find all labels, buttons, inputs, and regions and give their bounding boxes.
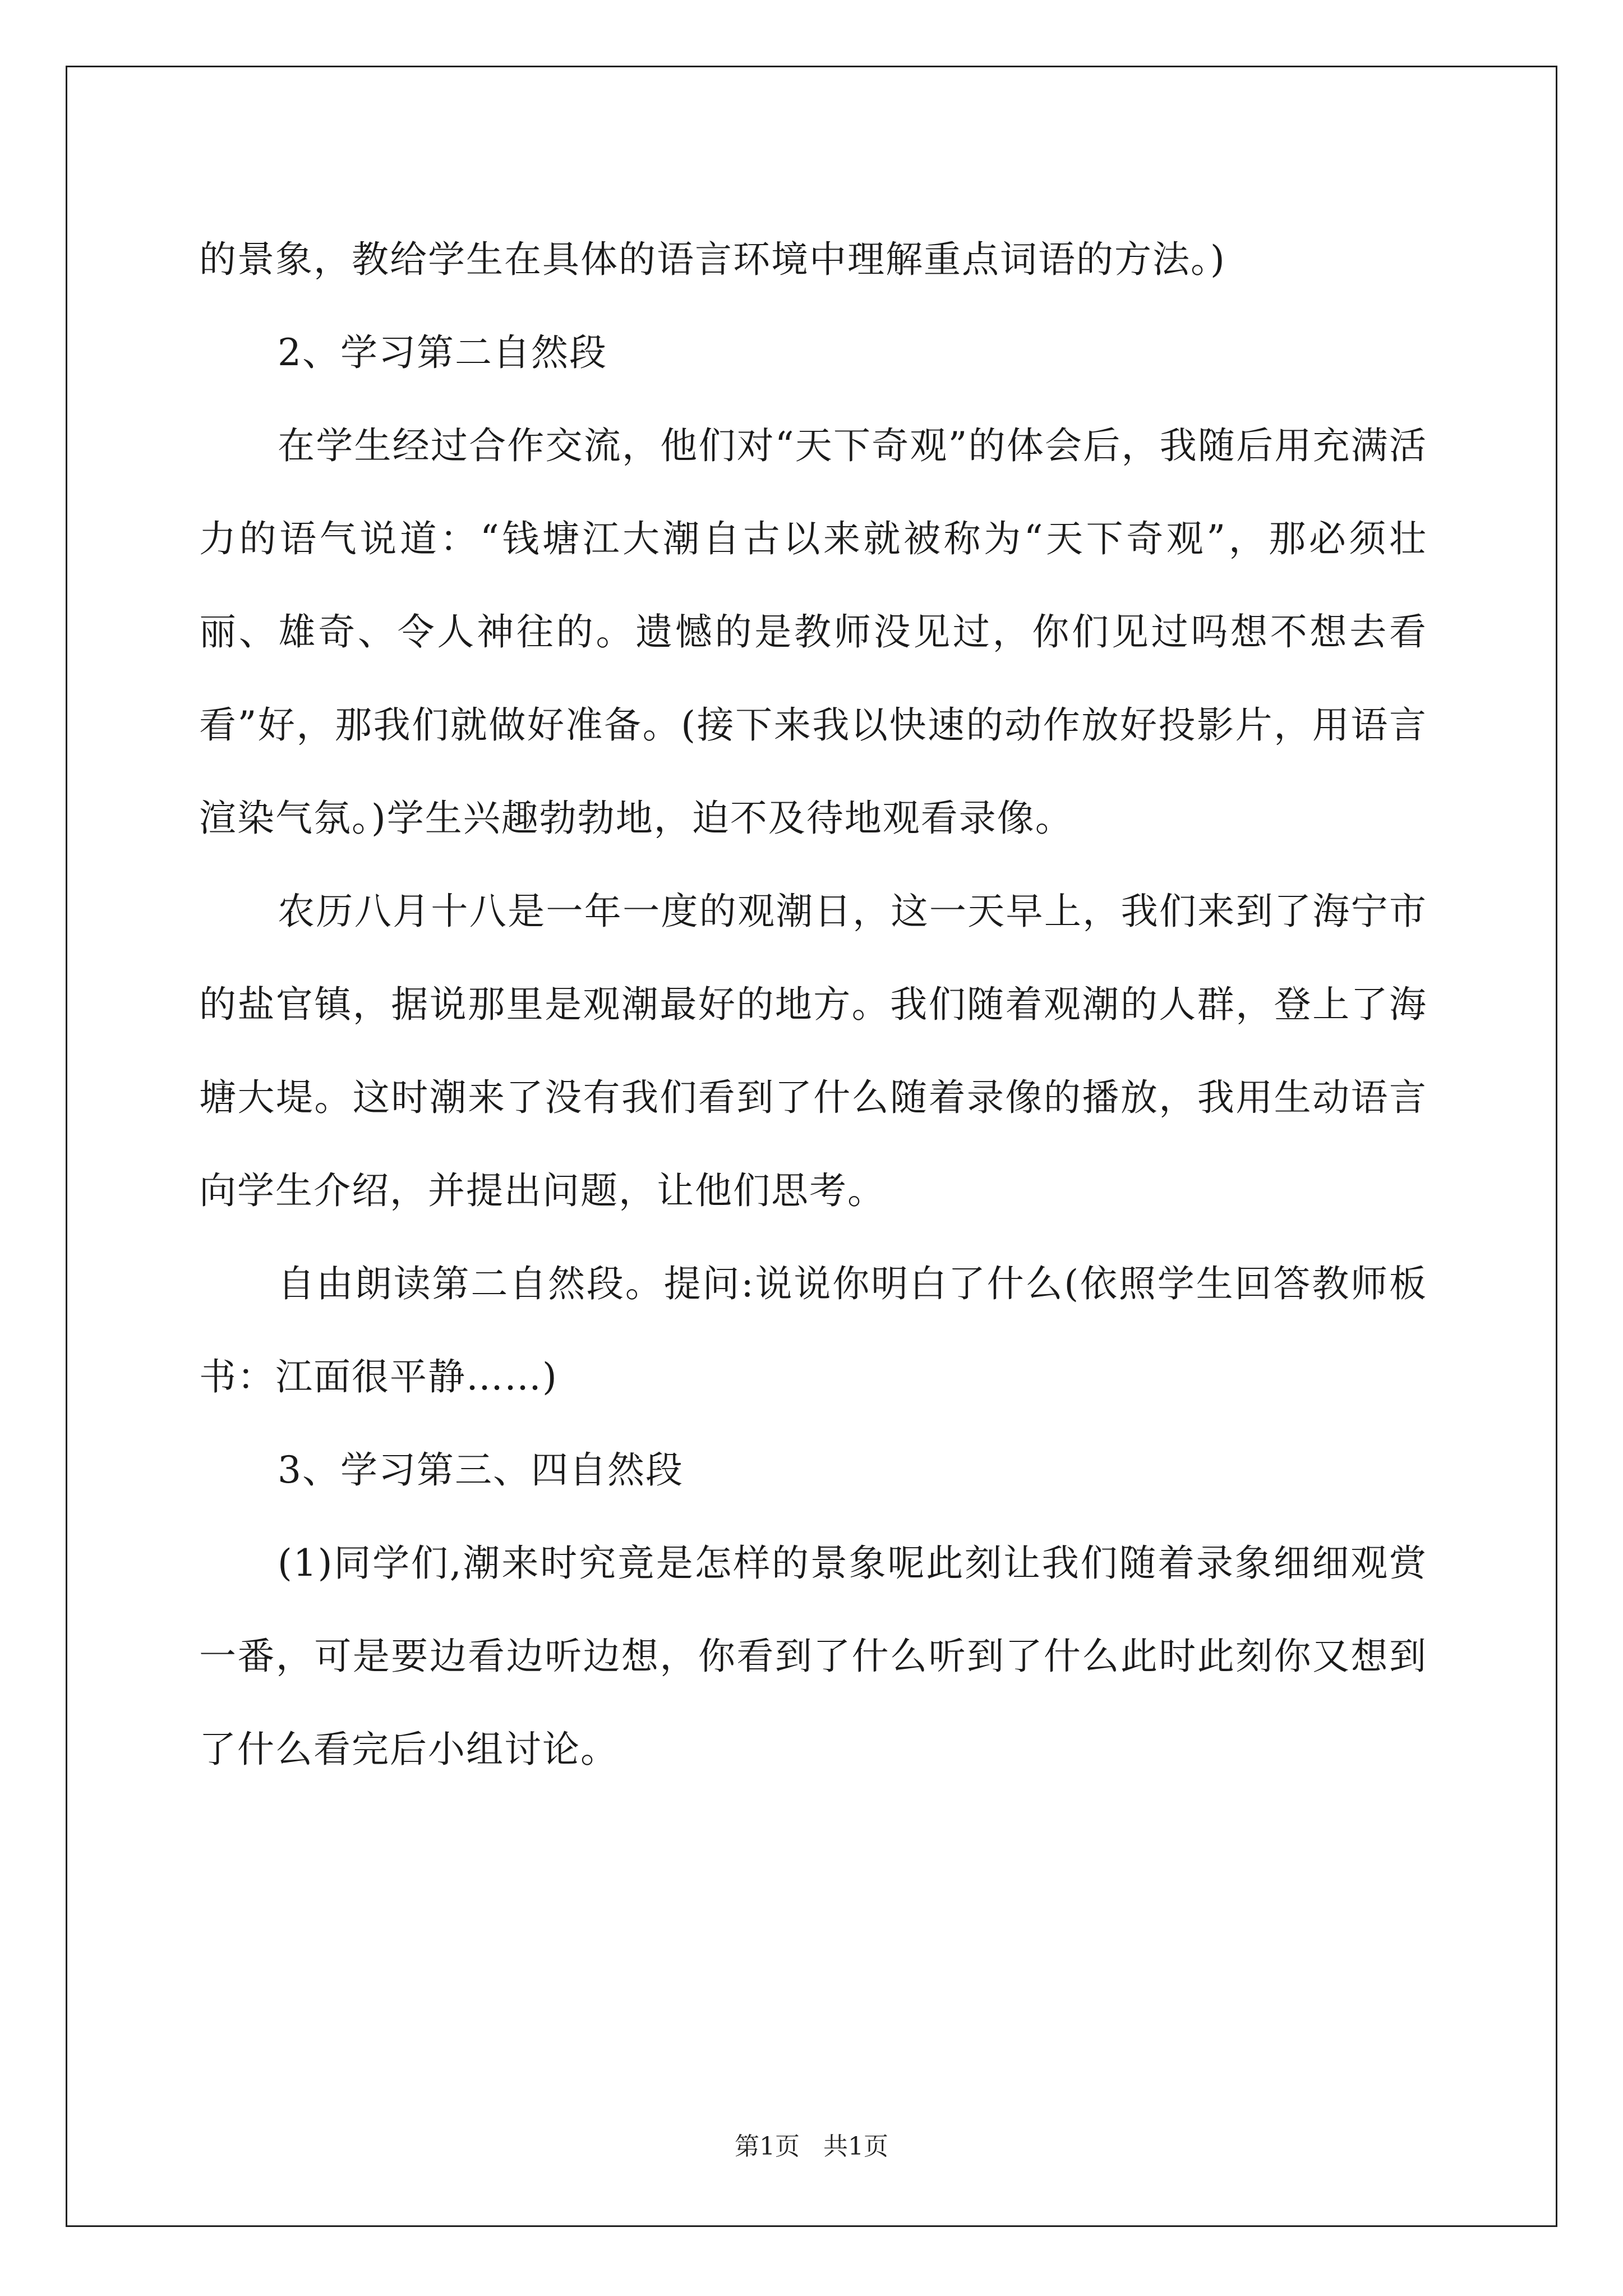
paragraph: 自由朗读第二自然段。提问:说说你明白了什么(依照学生回答教师板书：江面很平静……) — [199, 1262, 1427, 1398]
page-number: 第1页 — [735, 2132, 800, 2161]
page-footer — [0, 2126, 1623, 2162]
page-total: 共1页 — [823, 2132, 888, 2161]
paragraph: 的景象，教给学生在具体的语言环境中理解重点词语的方法。) — [199, 238, 1226, 281]
section-heading: 2、学习第二自然段 — [278, 331, 607, 374]
section-heading: 3、学习第三、四自然段 — [278, 1448, 684, 1492]
paragraph: 农历八月十八是一年一度的观潮日，这一天早上，我们来到了海宁市的盐官镇，据说那里是观潮最好的地方。我们随着观潮的人群，登上了海塘大堤。这时潮来了没有我们看到了什么随着录像的播放，我用生动语言向学生介绍，并提出问题，让他们思考。 — [199, 890, 1427, 1212]
paragraph: 在学生经过合作交流，他们对“天下奇观”的体会后，我随后用充满活力的语气说道：“钱塘江大潮自古以来就被称为“天下奇观”，那必须壮丽、雄奇、令人神往的。遗憾的是教师没见过，你们见过吗想不想去看看”好，那我们就做好准备。(接下来我以快速的动作放好投影片，用语言渲染气氛。)学生兴趣勃勃地，迫不及待地观看录像。 — [199, 424, 1427, 840]
document-body — [199, 213, 1427, 1796]
paragraph: (1)同学们,潮来时究竟是怎样的景象呢此刻让我们随着录象细细观赏一番，可是要边看边听边想，你看到了什么听到了什么此时此刻你又想到了什么看完后小组讨论。 — [199, 1542, 1427, 1771]
